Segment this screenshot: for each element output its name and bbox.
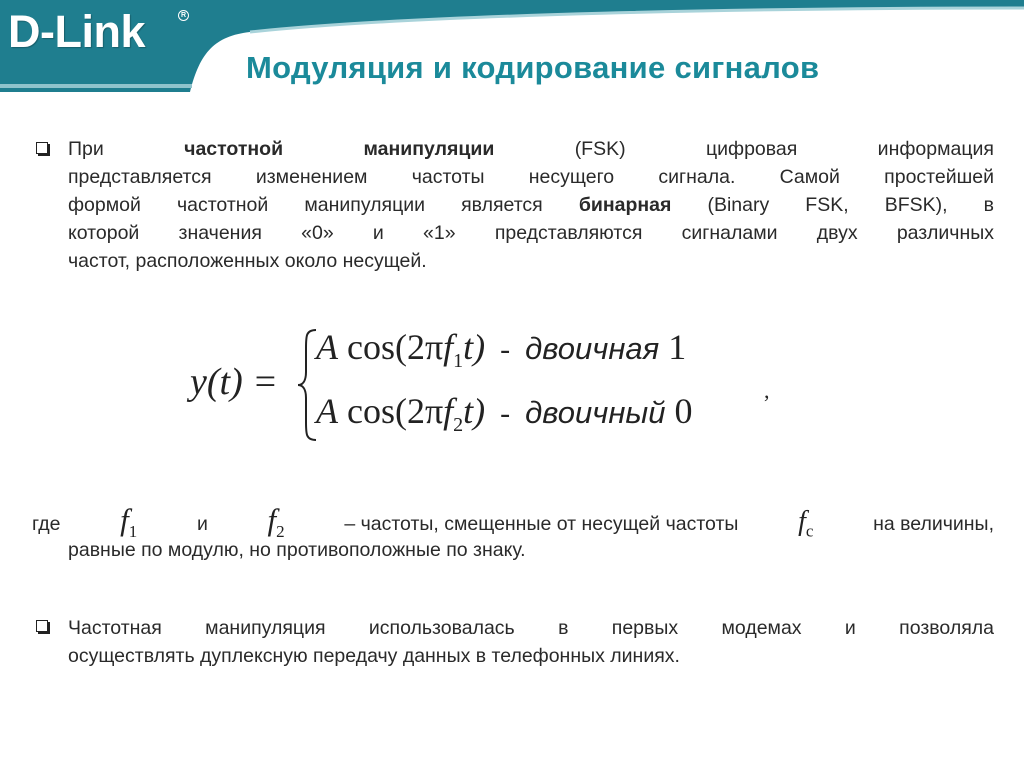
- formula-lhs-text: y(t) =: [190, 361, 278, 403]
- f1-letter: f: [120, 502, 129, 537]
- bullet-icon: [36, 142, 48, 154]
- text-segment: При: [68, 138, 104, 160]
- formula-t: t): [463, 327, 486, 367]
- formula-t: t): [463, 391, 486, 431]
- fc-symbol: [798, 508, 813, 546]
- term-binary: бинарная: [578, 194, 672, 216]
- f1-sub: 1: [128, 522, 138, 542]
- formula-row2: [316, 390, 692, 437]
- formula-value: 1: [668, 327, 687, 367]
- text-segment: где: [32, 513, 61, 535]
- text-segment: – частоты, смещенные от несущей частоты: [344, 513, 739, 535]
- where-line2: равные по модулю, но противоположные по знаку.: [68, 539, 526, 561]
- bullet1-paragraph: [68, 135, 994, 275]
- bullet1-line3: [68, 191, 994, 219]
- term-frequency: частотной: [184, 138, 284, 160]
- registered-icon: R: [178, 10, 189, 21]
- f2-letter: f: [267, 502, 277, 537]
- formula-row1: [316, 326, 686, 373]
- bullet1-line4: которой значения «0» и «1» представляются сигналами двух различных: [68, 222, 994, 244]
- formula-cos: cos(2π: [347, 327, 444, 367]
- fsk-formula: [190, 326, 790, 444]
- bullet1-line2: представляется изменением частоты несущего сигнала. Самой простейшей: [68, 166, 994, 188]
- text-segment: на величины,: [873, 513, 994, 535]
- bullet-icon: [36, 620, 48, 632]
- where-paragraph: [32, 502, 994, 564]
- text-segment: информация: [877, 138, 994, 160]
- term-manipulation: манипуляции: [363, 138, 495, 160]
- bullet2-line1: Частотная манипуляция использовалась в первых модемах и позволяла: [68, 617, 994, 639]
- formula-word: двоичный: [525, 395, 666, 430]
- dlink-logo: D-Link: [8, 6, 145, 57]
- text-segment: формой частотной манипуляции является: [68, 194, 579, 216]
- formula-lhs: [190, 360, 278, 404]
- page-title: Модуляция и кодирование сигналов: [246, 50, 820, 85]
- f2-sub: 2: [276, 522, 285, 542]
- text-segment: (Binary FSK, BFSK), в: [671, 194, 994, 216]
- formula-sub: 1: [453, 350, 464, 373]
- formula-freq: f: [443, 327, 454, 367]
- bullet1-line1: [68, 135, 994, 163]
- fc-letter: f: [798, 506, 806, 537]
- formula-freq: f: [443, 391, 454, 431]
- bullet2-line2: осуществлять дуплексную передачу данных в телефонных линиях.: [68, 645, 680, 667]
- formula-cos: cos(2π: [347, 391, 444, 431]
- bullet1-line5: частот, расположенных около несущей.: [68, 250, 427, 272]
- formula-dash: -: [500, 333, 511, 366]
- fc-sub: c: [805, 521, 814, 541]
- text-segment: (FSK): [574, 138, 626, 160]
- formula-sub: 2: [453, 414, 464, 437]
- text-segment: цифровая: [705, 138, 798, 160]
- formula-word: двоичная: [525, 331, 660, 366]
- formula-dash: -: [500, 397, 511, 430]
- formula-comma: ,: [764, 378, 770, 403]
- bullet2-paragraph: [68, 614, 994, 670]
- text-segment: и: [196, 513, 208, 535]
- formula-amp: A: [316, 327, 338, 367]
- formula-value: 0: [674, 391, 693, 431]
- formula-amp: A: [316, 391, 338, 431]
